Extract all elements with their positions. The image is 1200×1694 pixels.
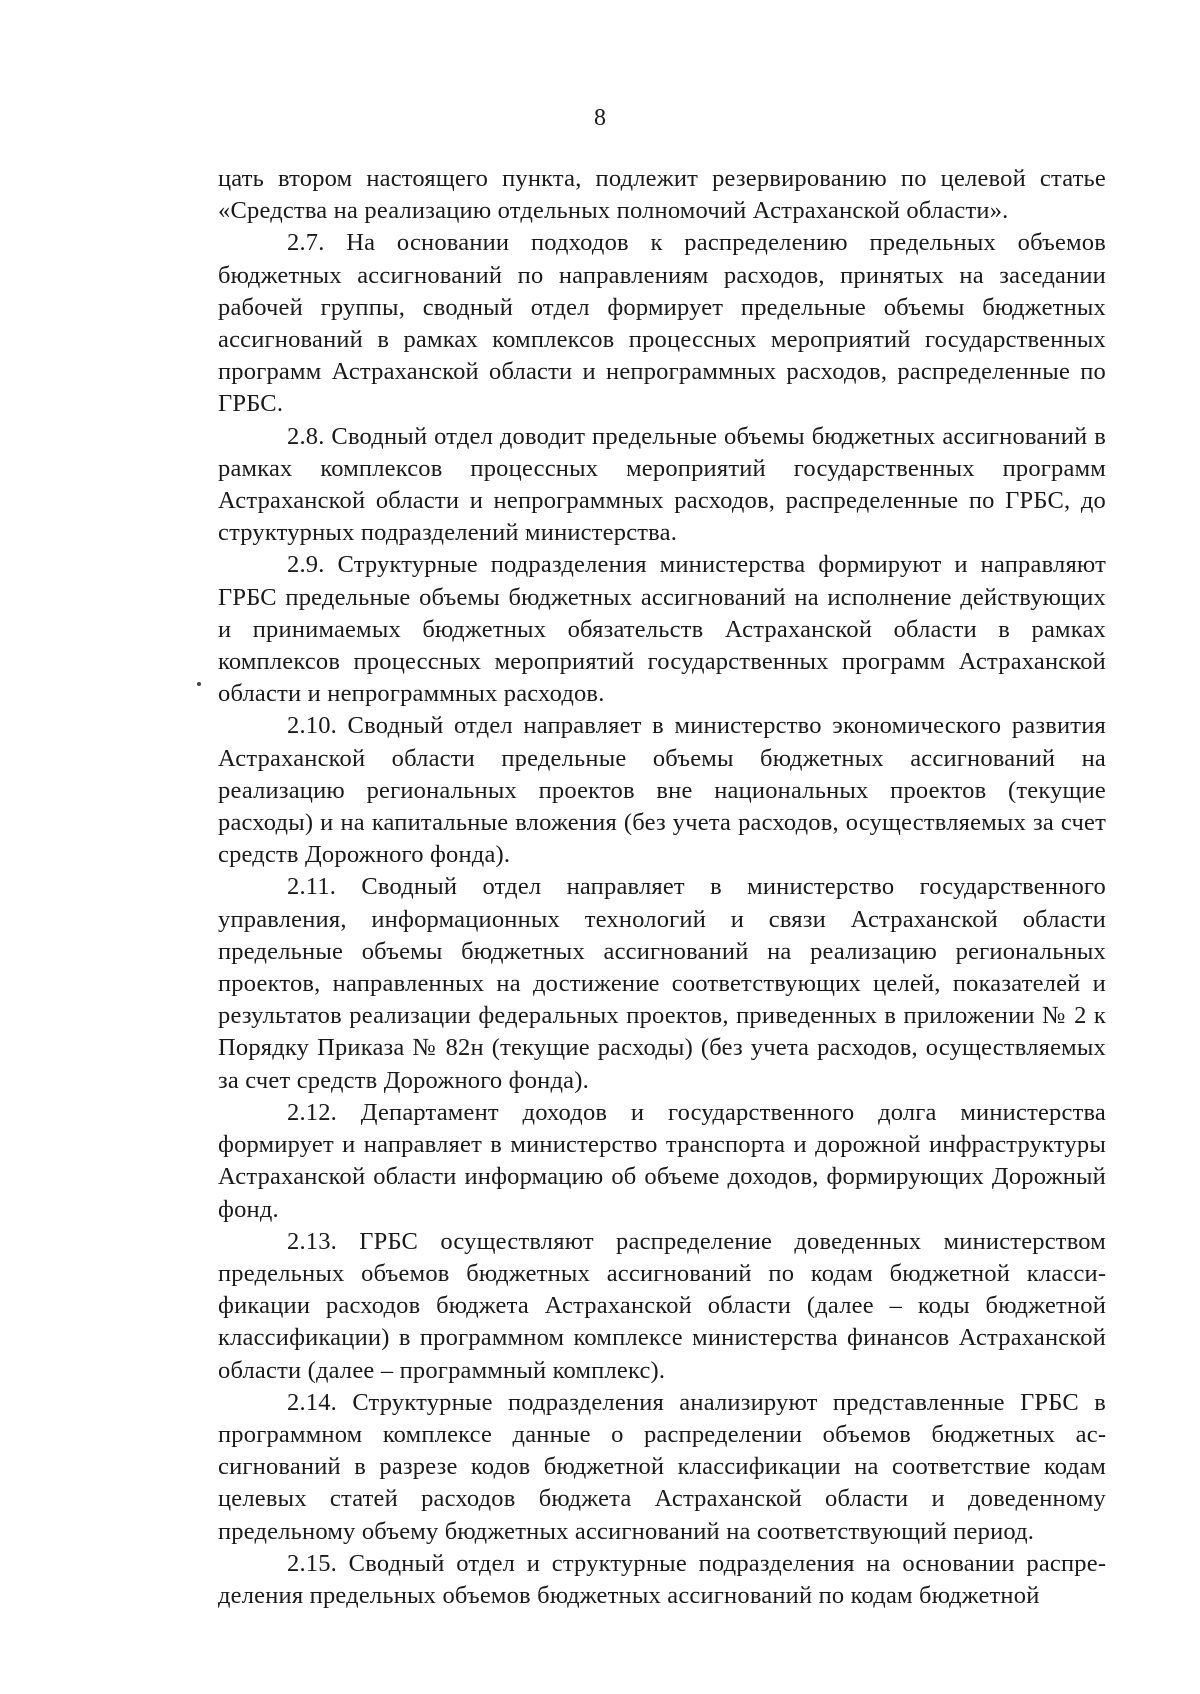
paragraph-2-10: 2.10. Сводный отдел направляет в министерство экономического развития Астраханской области предельные объемы бюджетных ассигнований на реализацию региональных проектов вне национальных проектов (текущие расходы) и на капитальные вложения (без учета расходов, осуществляемых за счет средств Дорожного фонда). [218, 712, 1106, 869]
paragraph-2-8: 2.8. Сводный отдел доводит предельные объемы бюджетных ассигнований в рамках комплексов процессных мероприятий государственных программ Астраханской области и непрограммных расходов, распределенные по ГРБС, до структурных подразделений министерства. [218, 422, 1106, 547]
paragraph-2-11: 2.11. Сводный отдел направляет в министерство государственного управления, информационных технологий и связи Астраханской области предельные объемы бюджетных ассигнований на реализацию региональных проектов, направленных на достижение соответствующих целей, показателей и результатов реализации федеральных проектов, приведенных в приложении № 2 к Порядку Приказа № 82н (текущие расходы) (без учета расходов, осуществляемых за счет средств Дорожного фонда). [218, 873, 1106, 1094]
paragraph-continuation: цать втором настоящего пункта, подлежит резервированию по целевой статье «Средства на реализацию отдельных полномочий Астраханской области». [218, 165, 1106, 225]
paragraph-2-12: 2.12. Департамент доходов и государственного долга министерства формирует и направляет в министерство транспорта и дорожной инфраструктуры Астраханской области информацию об объеме доходов, формирующих Дорожный фонд. [218, 1098, 1106, 1223]
paragraph-2-15: 2.15. Сводный отдел и структурные подразделения на основании распределения предельных объемов бюджетных ассигнований по кодам бюджетной [218, 1549, 1106, 1609]
paragraph-2-7: 2.7. На основании подходов к распределению предельных объемов бюджетных ассигнований по направлениям расходов, принятых на заседании рабочей группы, сводный отдел формирует предельные объемы бюджетных ассигнований в рамках комплексов процессных мероприятий государственных программ Астраханской области и непрограммных расходов, распределенные по ГРБС. [218, 229, 1106, 418]
scan-margin-mark [197, 682, 201, 686]
paragraph-2-9: 2.9. Структурные подразделения министерства формируют и направляют ГРБС предельные объемы бюджетных ассигнований на исполнение действующих и принимаемых бюджетных обязательств Астраханской области в рамках комплексов процессных мероприятий государственных программ Астраханской области и непрограммных расходов. [218, 551, 1106, 708]
document-body [218, 163, 1106, 1612]
page-number: 8 [594, 105, 606, 131]
paragraph-2-14: 2.14. Структурные подразделения анализируют представленные ГРБС в программном комплексе данные о распределении объемов бюджетных ассигнований в разрезе кодов бюджетной классификации на соответствие кодам целевых статей расходов бюджета Астраханской области и доведенному предельному объему бюджетных ассигнований на соответствующий период. [218, 1388, 1106, 1545]
paragraph-2-13: 2.13. ГРБС осуществляют распределение доведенных министерством предельных объемов бюджетных ассигнований по кодам бюджетной классификации расходов бюджета Астраханской области (далее – коды бюджетной классификации) в программном комплексе министерства финансов Астраханской области (далее – программный комплекс). [218, 1227, 1106, 1384]
